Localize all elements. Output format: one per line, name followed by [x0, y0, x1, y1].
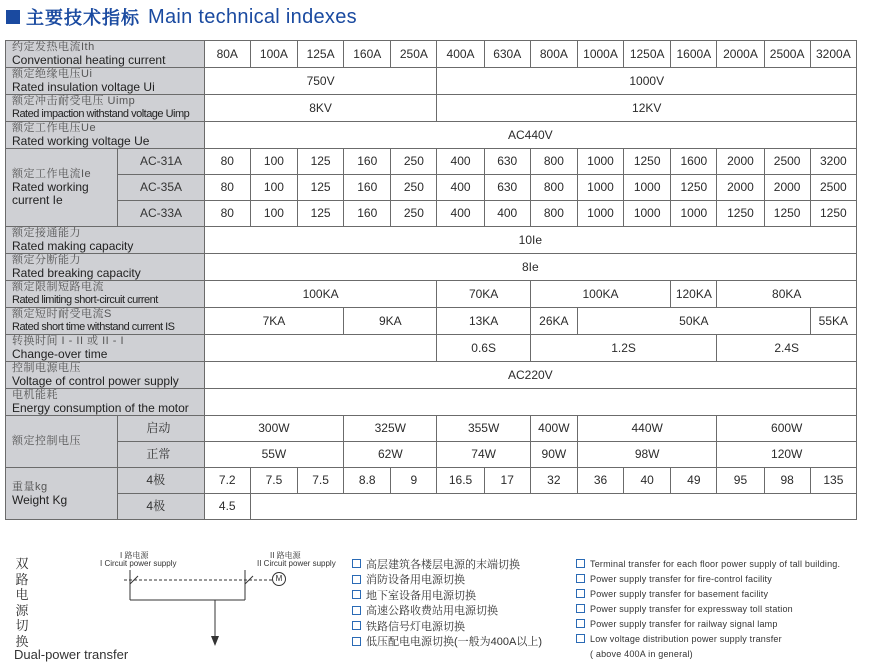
row-breaking-capacity — [6, 254, 857, 281]
title-en: Main technical indexes — [148, 5, 357, 28]
value-cell: 4.5 — [204, 494, 250, 520]
list-item: 高速公路收费站用电源切换 — [352, 603, 542, 619]
checkbox-icon — [576, 574, 585, 583]
value-cell: 160 — [344, 201, 391, 227]
value-cell: 160 — [344, 175, 391, 201]
row-short-time-current — [6, 308, 857, 335]
value-cell: 62W — [344, 442, 437, 468]
value-cell: 32 — [530, 468, 577, 494]
value-cell: 2000 — [717, 175, 764, 201]
value-cell: 7.2 — [204, 468, 250, 494]
value-cell: 55W — [204, 442, 343, 468]
value-cell: 8Ie — [204, 254, 856, 281]
label-impulse-voltage: 额定冲击耐受电压 Uimp Rated impaction withstand voltage Uimp — [6, 95, 205, 122]
value-cell: 3200 — [810, 149, 856, 175]
row-working-current-ac35 — [6, 175, 857, 201]
row-impulse-voltage — [6, 95, 857, 122]
checkbox-icon — [352, 606, 361, 615]
sub-label-normal: 正常 — [118, 442, 204, 468]
value-cell: 13KA — [437, 308, 530, 335]
value-cell: 400 — [437, 201, 484, 227]
value-cell — [204, 389, 856, 416]
checkbox-icon — [576, 559, 585, 568]
value-cell — [250, 494, 856, 520]
checkbox-icon — [352, 621, 361, 630]
sub-label-ac35: AC-35A — [118, 175, 204, 201]
section-title — [6, 4, 357, 30]
row-limiting-current — [6, 281, 857, 308]
value-cell: 0.6S — [437, 335, 530, 362]
row-control-supply-voltage — [6, 362, 857, 389]
value-cell: 9 — [391, 468, 437, 494]
value-cell: 750V — [204, 68, 437, 95]
value-cell: 1250 — [810, 201, 856, 227]
value-cell: 36 — [577, 468, 623, 494]
value-cell: 1000 — [624, 201, 671, 227]
sub-label-ac33: AC-33A — [118, 201, 204, 227]
label-control-supply-voltage: 控制电源电压 Voltage of control power supply — [6, 362, 205, 389]
value-cell: 1000 — [671, 201, 717, 227]
current-cell: 630A — [484, 41, 530, 68]
title-square-icon — [6, 10, 20, 24]
value-cell: 600W — [717, 416, 857, 442]
title-cn: 主要技术指标 — [26, 8, 140, 28]
list-item: 低压配电电源切换(一般为400A以上) — [352, 634, 542, 650]
current-cell: 1250A — [624, 41, 671, 68]
value-cell: 7.5 — [250, 468, 297, 494]
sub-label-ac31: AC-31A — [118, 149, 204, 175]
list-item-continuation: ( above 400A in general) — [590, 648, 693, 659]
motor-icon: M — [272, 572, 286, 586]
value-cell: 80KA — [717, 281, 857, 308]
label-heating-current: 约定发热电流Ith Conventional heating current — [6, 41, 205, 68]
value-cell: 400 — [437, 175, 484, 201]
checkbox-icon — [576, 604, 585, 613]
value-cell: 49 — [671, 468, 717, 494]
value-cell: 80 — [204, 201, 250, 227]
list-item: Power supply transfer for railway signal lamp — [576, 616, 840, 631]
list-item: Power supply transfer for fire-control facility — [576, 571, 840, 586]
checkbox-icon — [352, 637, 361, 646]
current-cell: 2500A — [764, 41, 810, 68]
value-cell: 1000 — [624, 175, 671, 201]
value-cell: 17 — [484, 468, 530, 494]
list-item: 高层建筑各楼层电源的末端切换 — [352, 556, 542, 572]
value-cell: 50KA — [577, 308, 810, 335]
checkbox-icon — [352, 575, 361, 584]
current-cell: 1600A — [671, 41, 717, 68]
list-item: 铁路信号灯电源切换 — [352, 618, 542, 634]
value-cell: 120KA — [671, 281, 717, 308]
value-cell: 125 — [298, 149, 344, 175]
sub-label-4pole: 4极 — [118, 494, 204, 520]
value-cell: 120W — [717, 442, 857, 468]
row-heating-current — [6, 41, 857, 68]
value-cell: 8KV — [204, 95, 437, 122]
value-cell: 250 — [391, 149, 437, 175]
value-cell: 2000 — [717, 149, 764, 175]
application-list-cn — [352, 556, 542, 649]
row-control-power-start — [6, 416, 857, 442]
value-cell: 400 — [484, 201, 530, 227]
value-cell: 1250 — [717, 201, 764, 227]
value-cell: 800 — [530, 201, 577, 227]
line2-label-cn: II 路电源 — [270, 551, 301, 560]
sub-label-start: 启动 — [118, 416, 204, 442]
dual-power-title-cn: 双 路 电 源 切 换 — [15, 556, 29, 649]
value-cell: AC440V — [204, 122, 856, 149]
current-cell: 100A — [250, 41, 297, 68]
value-cell: 55KA — [810, 308, 856, 335]
value-cell: 800 — [530, 149, 577, 175]
spec-table — [5, 40, 857, 520]
value-cell: 74W — [437, 442, 530, 468]
checkbox-icon — [352, 559, 361, 568]
application-list-en — [576, 556, 840, 661]
label-control-power: 额定控制电压 — [6, 416, 118, 468]
list-item: Terminal transfer for each floor power supply of tall building. — [576, 556, 840, 571]
row-working-current-ac31 — [6, 149, 857, 175]
line1-label-cn: I 路电源 — [120, 551, 149, 560]
value-cell: AC220V — [204, 362, 856, 389]
value-cell: 160 — [344, 149, 391, 175]
value-cell: 80 — [204, 149, 250, 175]
sub-label-4pole: 4极 — [118, 468, 204, 494]
value-cell: 80 — [204, 175, 250, 201]
value-cell: 630 — [484, 149, 530, 175]
current-cell: 250A — [391, 41, 437, 68]
label-short-time-current: 额定短时耐受电流S Rated short time withstand current IS — [6, 308, 205, 335]
value-cell: 355W — [437, 416, 530, 442]
value-cell: 70KA — [437, 281, 530, 308]
value-cell: 98W — [577, 442, 716, 468]
value-cell: 800 — [530, 175, 577, 201]
checkbox-icon — [576, 634, 585, 643]
dual-power-section — [0, 538, 874, 669]
value-cell: 400W — [530, 416, 577, 442]
label-breaking-capacity: 额定分断能力 Rated breaking capacity — [6, 254, 205, 281]
value-cell: 135 — [810, 468, 856, 494]
value-cell: 100KA — [204, 281, 437, 308]
checkbox-icon — [576, 589, 585, 598]
list-item: 消防设备用电源切换 — [352, 572, 542, 588]
value-cell: 2.4S — [717, 335, 857, 362]
value-cell: 125 — [298, 175, 344, 201]
row-weight-4p — [6, 468, 857, 494]
value-cell: 1250 — [764, 201, 810, 227]
row-control-power-normal — [6, 442, 857, 468]
dual-power-title-en: Dual-power transfer — [14, 647, 129, 662]
label-weight: 重量kg Weight Kg — [6, 468, 118, 520]
current-cell: 3200A — [810, 41, 856, 68]
value-cell: 16.5 — [437, 468, 484, 494]
row-motor-energy — [6, 389, 857, 416]
value-cell: 1250 — [671, 175, 717, 201]
row-working-voltage — [6, 122, 857, 149]
checkbox-icon — [576, 619, 585, 628]
current-cell: 80A — [204, 41, 250, 68]
label-working-current: 额定工作电流Ie Rated working current Ie — [6, 149, 118, 227]
value-cell — [204, 335, 437, 362]
label-limiting-current: 额定限制短路电流 Rated limiting short-circuit current — [6, 281, 205, 308]
value-cell: 40 — [624, 468, 671, 494]
value-cell: 100 — [250, 149, 297, 175]
label-making-capacity: 额定接通能力 Rated making capacity — [6, 227, 205, 254]
current-cell: 125A — [298, 41, 344, 68]
value-cell: 90W — [530, 442, 577, 468]
value-cell: 630 — [484, 175, 530, 201]
current-cell: 2000A — [717, 41, 764, 68]
label-working-voltage: 额定工作电压Ue Rated working voltage Ue — [6, 122, 205, 149]
value-cell: 10Ie — [204, 227, 856, 254]
value-cell: 26KA — [530, 308, 577, 335]
value-cell: 1000 — [577, 175, 623, 201]
value-cell: 98 — [764, 468, 810, 494]
value-cell: 1.2S — [530, 335, 717, 362]
current-cell: 400A — [437, 41, 484, 68]
value-cell: 250 — [391, 201, 437, 227]
value-cell: 95 — [717, 468, 764, 494]
line2-label-en: II Circuit power supply — [257, 559, 336, 568]
list-item: Power supply transfer for basement facility — [576, 586, 840, 601]
row-working-current-ac33 — [6, 201, 857, 227]
current-cell: 1000A — [577, 41, 623, 68]
value-cell: 325W — [344, 416, 437, 442]
list-item: Power supply transfer for expressway toll station — [576, 601, 840, 616]
value-cell: 2500 — [810, 175, 856, 201]
value-cell: 7KA — [204, 308, 343, 335]
value-cell: 100 — [250, 175, 297, 201]
value-cell: 12KV — [437, 95, 857, 122]
row-making-capacity — [6, 227, 857, 254]
value-cell: 400 — [437, 149, 484, 175]
value-cell: 1600 — [671, 149, 717, 175]
value-cell: 1250 — [624, 149, 671, 175]
value-cell: 7.5 — [298, 468, 344, 494]
value-cell: 125 — [298, 201, 344, 227]
value-cell: 250 — [391, 175, 437, 201]
label-motor-energy: 电机能耗 Energy consumption of the motor — [6, 389, 205, 416]
current-cell: 800A — [530, 41, 577, 68]
value-cell: 1000V — [437, 68, 857, 95]
value-cell: 300W — [204, 416, 343, 442]
value-cell: 2000 — [764, 175, 810, 201]
value-cell: 440W — [577, 416, 716, 442]
current-cell: 160A — [344, 41, 391, 68]
value-cell: 8.8 — [344, 468, 391, 494]
row-insulation-voltage — [6, 68, 857, 95]
value-cell: 1000 — [577, 201, 623, 227]
row-changeover-time — [6, 335, 857, 362]
list-item: 地下室设备用电源切换 — [352, 587, 542, 603]
value-cell: 100KA — [530, 281, 670, 308]
label-changeover-time: 转换时间 I - II 或 II - I Change-over time — [6, 335, 205, 362]
checkbox-icon — [352, 590, 361, 599]
value-cell: 9KA — [344, 308, 437, 335]
line1-label-en: I Circuit power supply — [100, 559, 177, 568]
value-cell: 1000 — [577, 149, 623, 175]
row-weight-4p-b — [6, 494, 857, 520]
value-cell: 2500 — [764, 149, 810, 175]
list-item: Low voltage distribution power supply transfer — [576, 631, 840, 646]
value-cell: 100 — [250, 201, 297, 227]
label-insulation-voltage: 额定绝缘电压Ui Rated insulation voltage Ui — [6, 68, 205, 95]
